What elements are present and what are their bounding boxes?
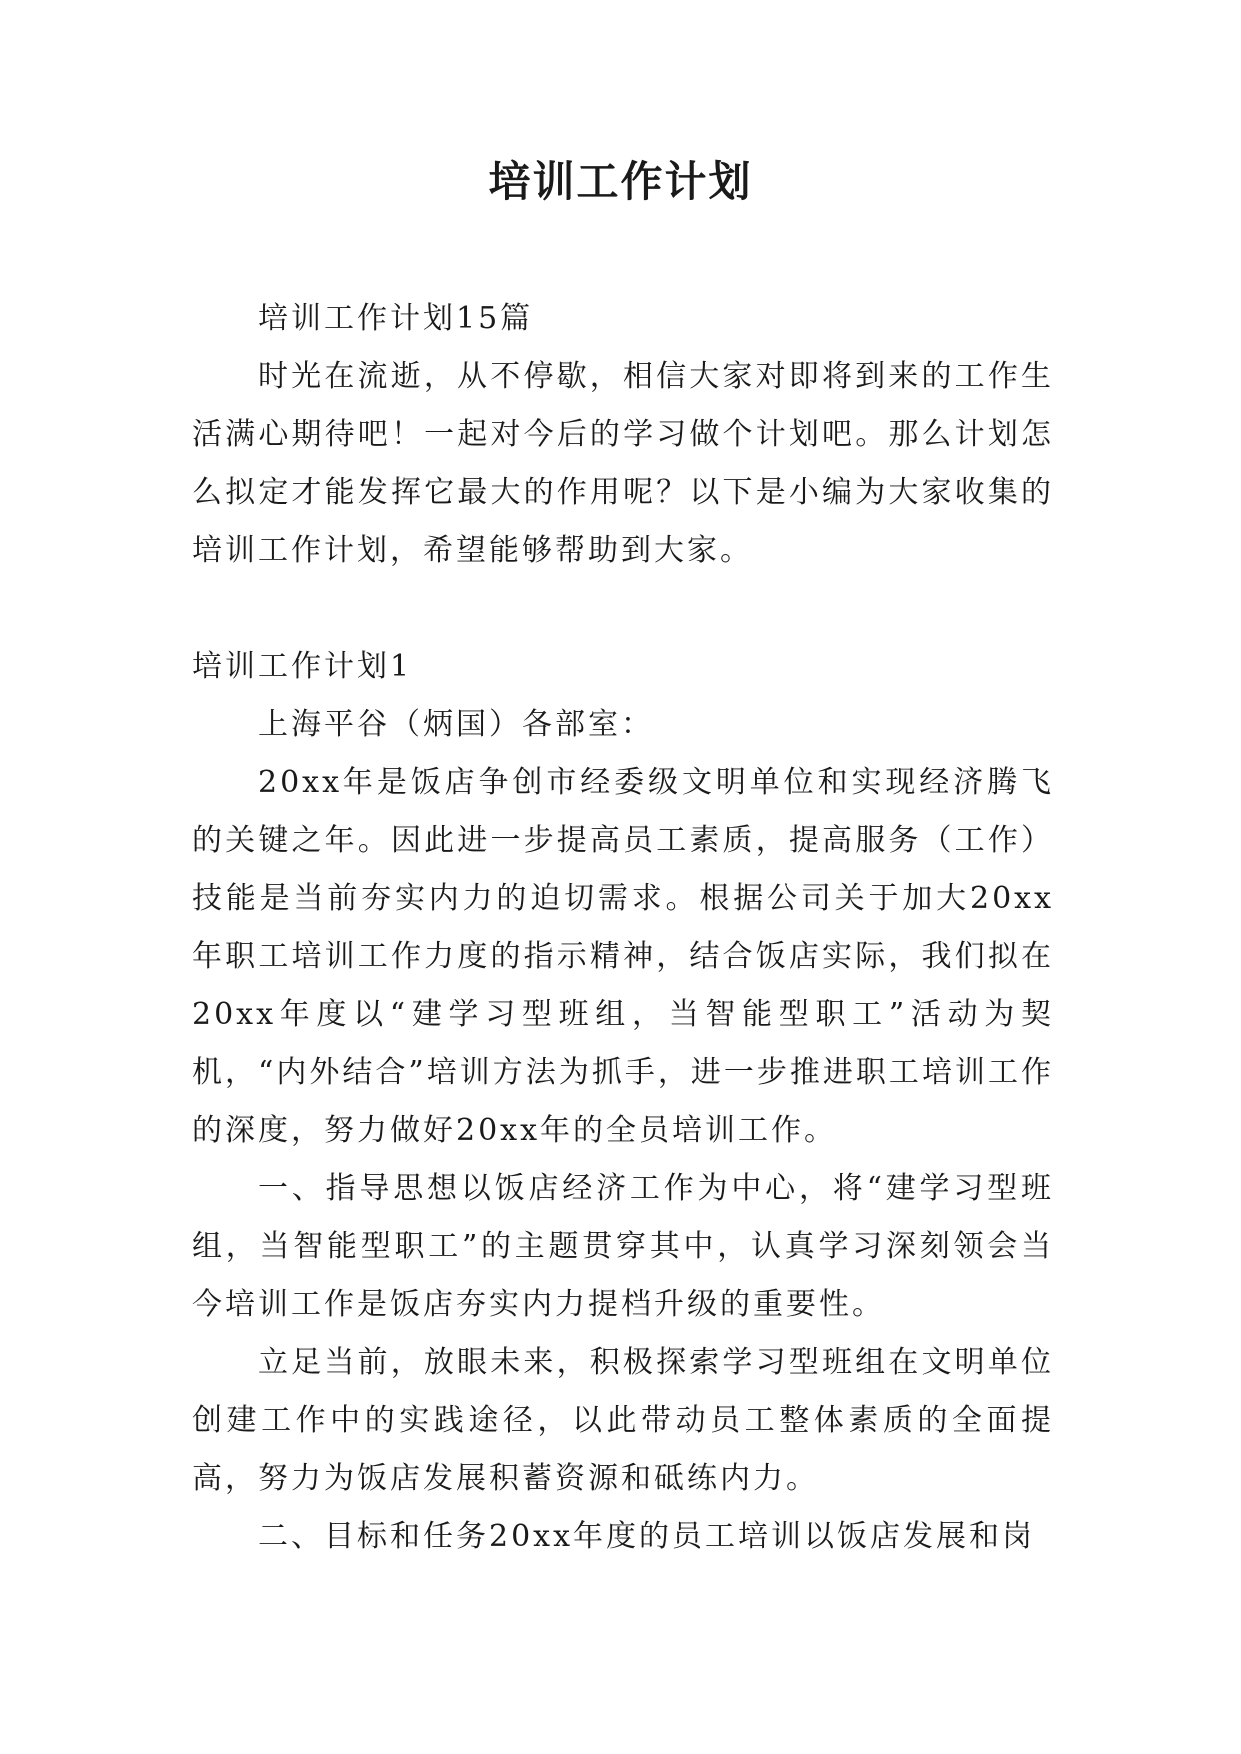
subtitle: 培训工作计划15篇: [258, 301, 534, 336]
body-paragraph-4: 二、目标和任务20xx年度的员工培训以饭店发展和岗: [258, 1519, 1036, 1554]
body-paragraph-2: 一、指导思想以饭店经济工作为中心，将“建学习型班组，当智能型职工”的主题贯穿其中，认真学习深刻领会当今培训工作是饭店夯实内力提档升级的重要性。: [192, 1171, 1054, 1322]
document-body: [192, 290, 1054, 1566]
paragraph-spacer: [192, 580, 1054, 638]
section-heading: 培训工作计划1: [192, 649, 413, 684]
intro-paragraph: 时光在流逝，从不停歇，相信大家对即将到来的工作生活满心期待吧！一起对今后的学习做个计划吧。那么计划怎么拟定才能发挥它最大的作用呢？以下是小编为大家收集的培训工作计划，希望能够帮助到大家。: [192, 359, 1054, 568]
body-paragraph-3: 立足当前，放眼未来，积极探索学习型班组在文明单位创建工作中的实践途径，以此带动员工整体素质的全面提高，努力为饭店发展积蓄资源和砥练内力。: [192, 1345, 1054, 1496]
document-title: 培训工作计划: [488, 157, 753, 206]
salutation: 上海平谷（炳国）各部室：: [258, 707, 654, 742]
body-paragraph-1: 20xx年是饭店争创市经委级文明单位和实现经济腾飞的关键之年。因此进一步提高员工素质，提高服务（工作）技能是当前夯实内力的迫切需求。根据公司关于加大20xx年职工培训工作力度的指示精神，结合饭店实际，我们拟在20xx年度以“建学习型班组，当智能型职工”活动为契机，“内外结合”培训方法为抓手，进一步推进职工培训工作的深度，努力做好20xx年的全员培训工作。: [192, 765, 1054, 1148]
